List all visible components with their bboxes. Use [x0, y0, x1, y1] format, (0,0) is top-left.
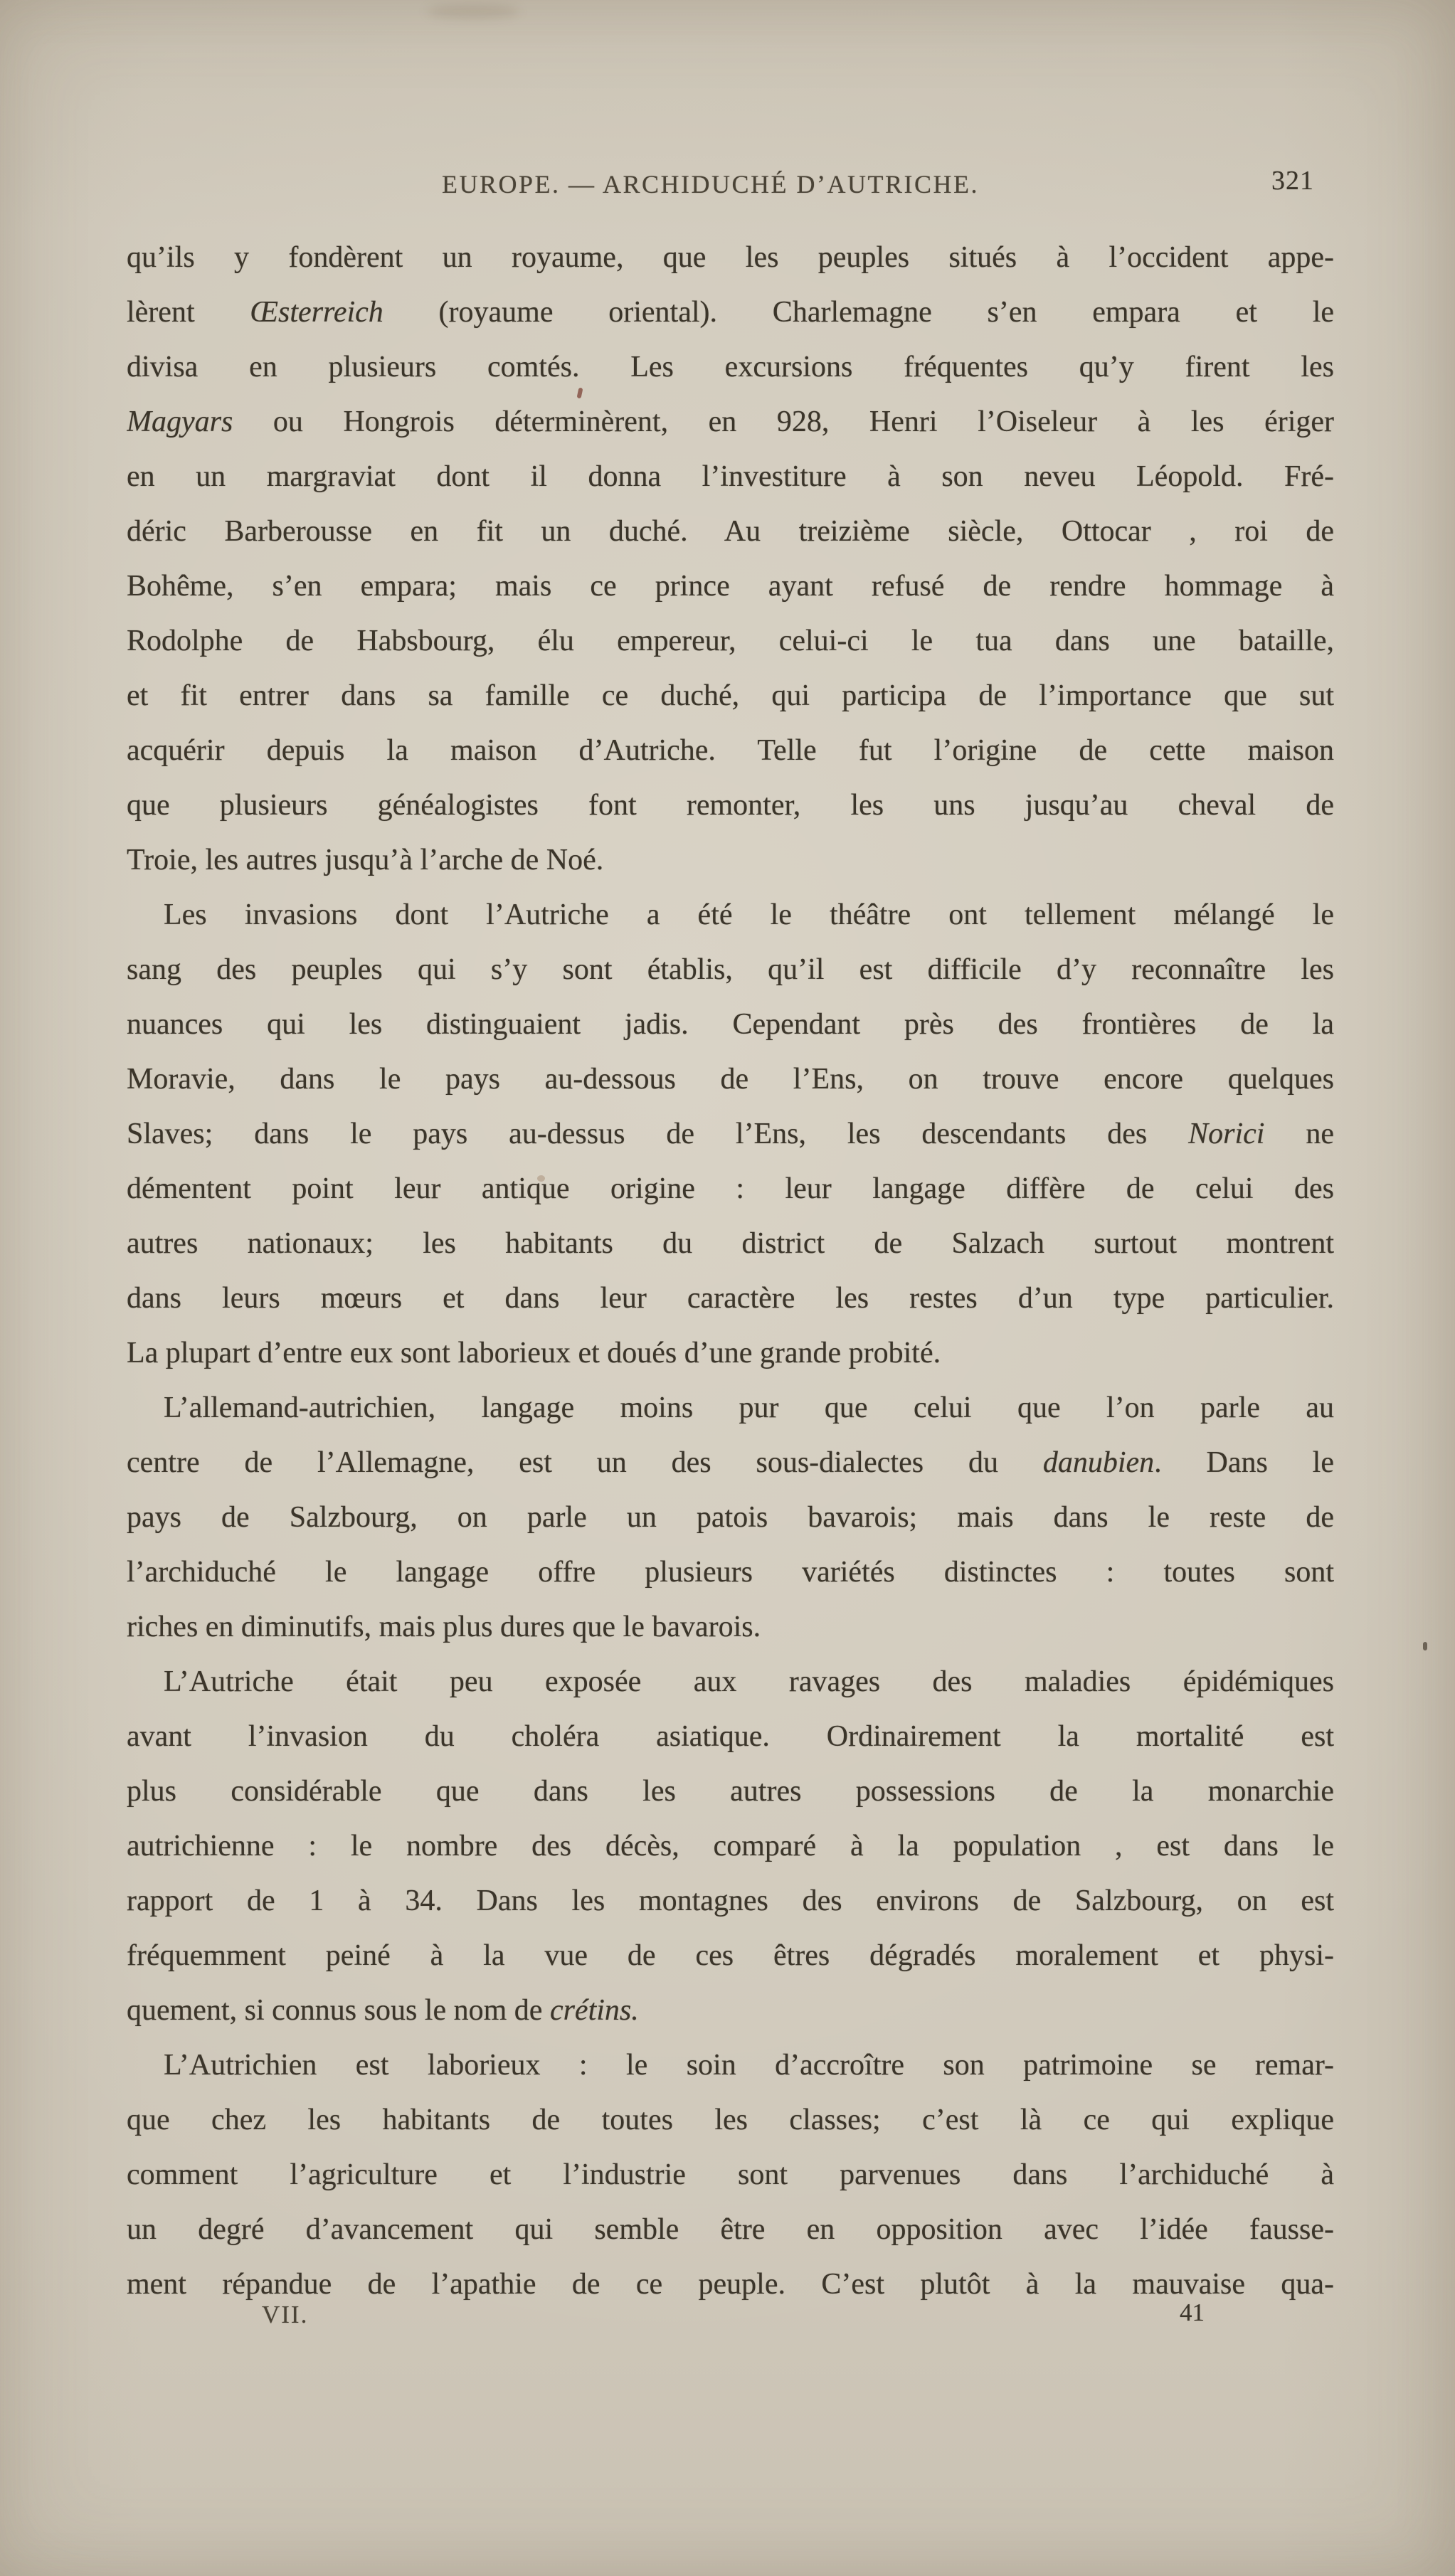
body-line — [127, 1162, 1334, 1217]
body-line — [127, 2038, 1334, 2093]
text-segment: L’Autrichien est laborieux : le soin d’accroître son patrimoine se remar- — [164, 2049, 1334, 2082]
text-segment: et fit entrer dans sa famille ce duché, qui participa de l’importance que sut — [127, 679, 1334, 712]
text-segment: . Dans le — [1154, 1446, 1334, 1479]
running-title: EUROPE. — ARCHIDUCHÉ D’AUTRICHE. — [442, 170, 979, 198]
text-segment: comment l’agriculture et l’industrie sont parvenues dans l’archiduché à — [127, 2158, 1334, 2191]
body-line — [127, 1436, 1334, 1490]
text-segment: pays de Salzbourg, on parle un patois bavarois; mais dans le reste de — [127, 1501, 1334, 1534]
body-line — [127, 1107, 1334, 1162]
body-line — [127, 888, 1334, 943]
text-segment: nuances qui les distinguaient jadis. Cependant près des frontières de la — [127, 1008, 1334, 1041]
text-segment: déric Barberousse en fit un duché. Au treizième siècle, Ottocar , roi de — [127, 515, 1334, 548]
text-segment: ou Hongrois déterminèrent, en 928, Henri l’Oiseleur à les ériger — [233, 406, 1334, 438]
body-line — [127, 395, 1334, 450]
paper-smudge — [427, 4, 519, 18]
text-segment: autres nationaux; les habitants du district de Salzach surtout montrent — [127, 1227, 1334, 1260]
body-line — [127, 1874, 1334, 1929]
text-segment: ment répandue de l’apathie de ce peuple. C’est plutôt à la mauvaise qua- — [127, 2268, 1334, 2301]
body-line — [127, 943, 1334, 997]
text-segment: riches en diminutifs, mais plus dures que le bavarois. — [127, 1611, 761, 1643]
text-segment: lèrent — [127, 296, 250, 329]
text-segment: ne — [1264, 1118, 1334, 1150]
text-segment: fréquemment peiné à la vue de ces êtres dégradés moralement et physi- — [127, 1939, 1334, 1972]
text-segment: avant l’invasion du choléra asiatique. Ordinairement la mortalité est — [127, 1720, 1334, 1753]
body-line — [127, 1490, 1334, 1545]
text-segment: (royaume oriental). Charlemagne s’en empara et le — [383, 296, 1334, 329]
body-line — [127, 450, 1334, 504]
body-line — [127, 2093, 1334, 2148]
body-line — [127, 2203, 1334, 2257]
body-line — [127, 1983, 1334, 2038]
body-line — [127, 504, 1334, 559]
body-line — [127, 285, 1334, 340]
text-segment: sang des peuples qui s’y sont établis, qu’il est difficile d’y reconnaître les — [127, 953, 1334, 986]
text-segment: dans leurs mœurs et dans leur caractère les restes d’un type particulier. — [127, 1282, 1334, 1315]
text-segment: L’allemand-autrichien, langage moins pur que celui que l’on parle au — [164, 1392, 1334, 1424]
page-header — [127, 166, 1334, 219]
body-line — [127, 1271, 1334, 1326]
text-segment: un degré d’avancement qui semble être en opposition avec l’idée fausse- — [127, 2213, 1334, 2246]
text-segment: acquérir depuis la maison d’Autriche. Telle fut l’origine de cette maison — [127, 734, 1334, 767]
text-segment: centre de l’Allemagne, est un des sous-dialectes du — [127, 1446, 1043, 1479]
text-segment: Moravie, dans le pays au-dessous de l’Ens, on trouve encore quelques — [127, 1063, 1334, 1096]
text-segment: qu’ils y fondèrent un royaume, que les peuples situés à l’occident appe- — [127, 241, 1334, 274]
body-line — [127, 1710, 1334, 1764]
body-line — [127, 1052, 1334, 1107]
body-line — [127, 559, 1334, 614]
text-segment: démentent point leur antique origine : leur langage diffère de celui des — [127, 1172, 1334, 1205]
text-segment: Bohême, s’en empara; mais ce prince ayant refusé de rendre hommage à — [127, 570, 1334, 603]
body-line — [127, 778, 1334, 833]
signature-mark: 41 — [1180, 2299, 1205, 2326]
body-line — [127, 614, 1334, 669]
text-segment: l’archiduché le langage offre plusieurs variétés distinctes : toutes sont — [127, 1556, 1334, 1589]
ink-speck — [1423, 1642, 1427, 1650]
volume-mark: VII. — [262, 2301, 309, 2328]
body-line — [127, 1764, 1334, 1819]
text-block — [127, 230, 1334, 2312]
body-line — [127, 997, 1334, 1052]
italic-term: crétins. — [549, 1994, 639, 2027]
body-line — [127, 1217, 1334, 1271]
body-line — [127, 2148, 1334, 2203]
italic-term: Œsterreich — [250, 296, 383, 329]
text-segment: Les invasions dont l’Autriche a été le théâtre ont tellement mélangé le — [164, 899, 1334, 931]
text-segment: Rodolphe de Habsbourg, élu empereur, celui-ci le tua dans une bataille, — [127, 625, 1334, 657]
text-segment: L’Autriche était peu exposée aux ravages des maladies épidémiques — [164, 1665, 1334, 1698]
italic-term: danubien — [1042, 1446, 1155, 1479]
italic-term: Norici — [1188, 1118, 1265, 1150]
text-segment: rapport de 1 à 34. Dans les montagnes des environs de Salzbourg, on est — [127, 1885, 1334, 1917]
text-segment: divisa en plusieurs comtés. Les excursions fréquentes qu’y firent les — [127, 351, 1334, 383]
body-line — [127, 1545, 1334, 1600]
text-segment: autrichienne : le nombre des décès, comparé à la population , est dans le — [127, 1830, 1334, 1862]
body-line — [127, 669, 1334, 723]
text-segment: en un margraviat dont il donna l’investiture à son neveu Léopold. Fré- — [127, 460, 1334, 493]
body-line — [127, 833, 1334, 888]
body-line — [127, 1655, 1334, 1710]
text-segment: que chez les habitants de toutes les classes; c’est là ce qui explique — [127, 2104, 1334, 2136]
body-line — [127, 723, 1334, 778]
body-line — [127, 1819, 1334, 1874]
italic-term: Magyars — [127, 406, 233, 438]
body-line — [127, 340, 1334, 395]
text-segment: quement, si connus sous le nom de — [127, 1994, 550, 2027]
body-line — [127, 1326, 1334, 1381]
body-line — [127, 1929, 1334, 1983]
page-number: 321 — [1271, 166, 1314, 196]
text-segment: Troie, les autres jusqu’à l’arche de Noé. — [127, 844, 604, 876]
body-line — [127, 1381, 1334, 1436]
text-segment: La plupart d’entre eux sont laborieux et doués d’une grande probité. — [127, 1337, 941, 1369]
body-line — [127, 230, 1334, 285]
text-segment: plus considérable que dans les autres possessions de la monarchie — [127, 1775, 1334, 1808]
text-segment: Slaves; dans le pays au-dessus de l’Ens, les descendants des — [127, 1118, 1189, 1150]
text-segment: que plusieurs généalogistes font remonter, les uns jusqu’au cheval de — [127, 789, 1334, 822]
body-line — [127, 1600, 1334, 1655]
